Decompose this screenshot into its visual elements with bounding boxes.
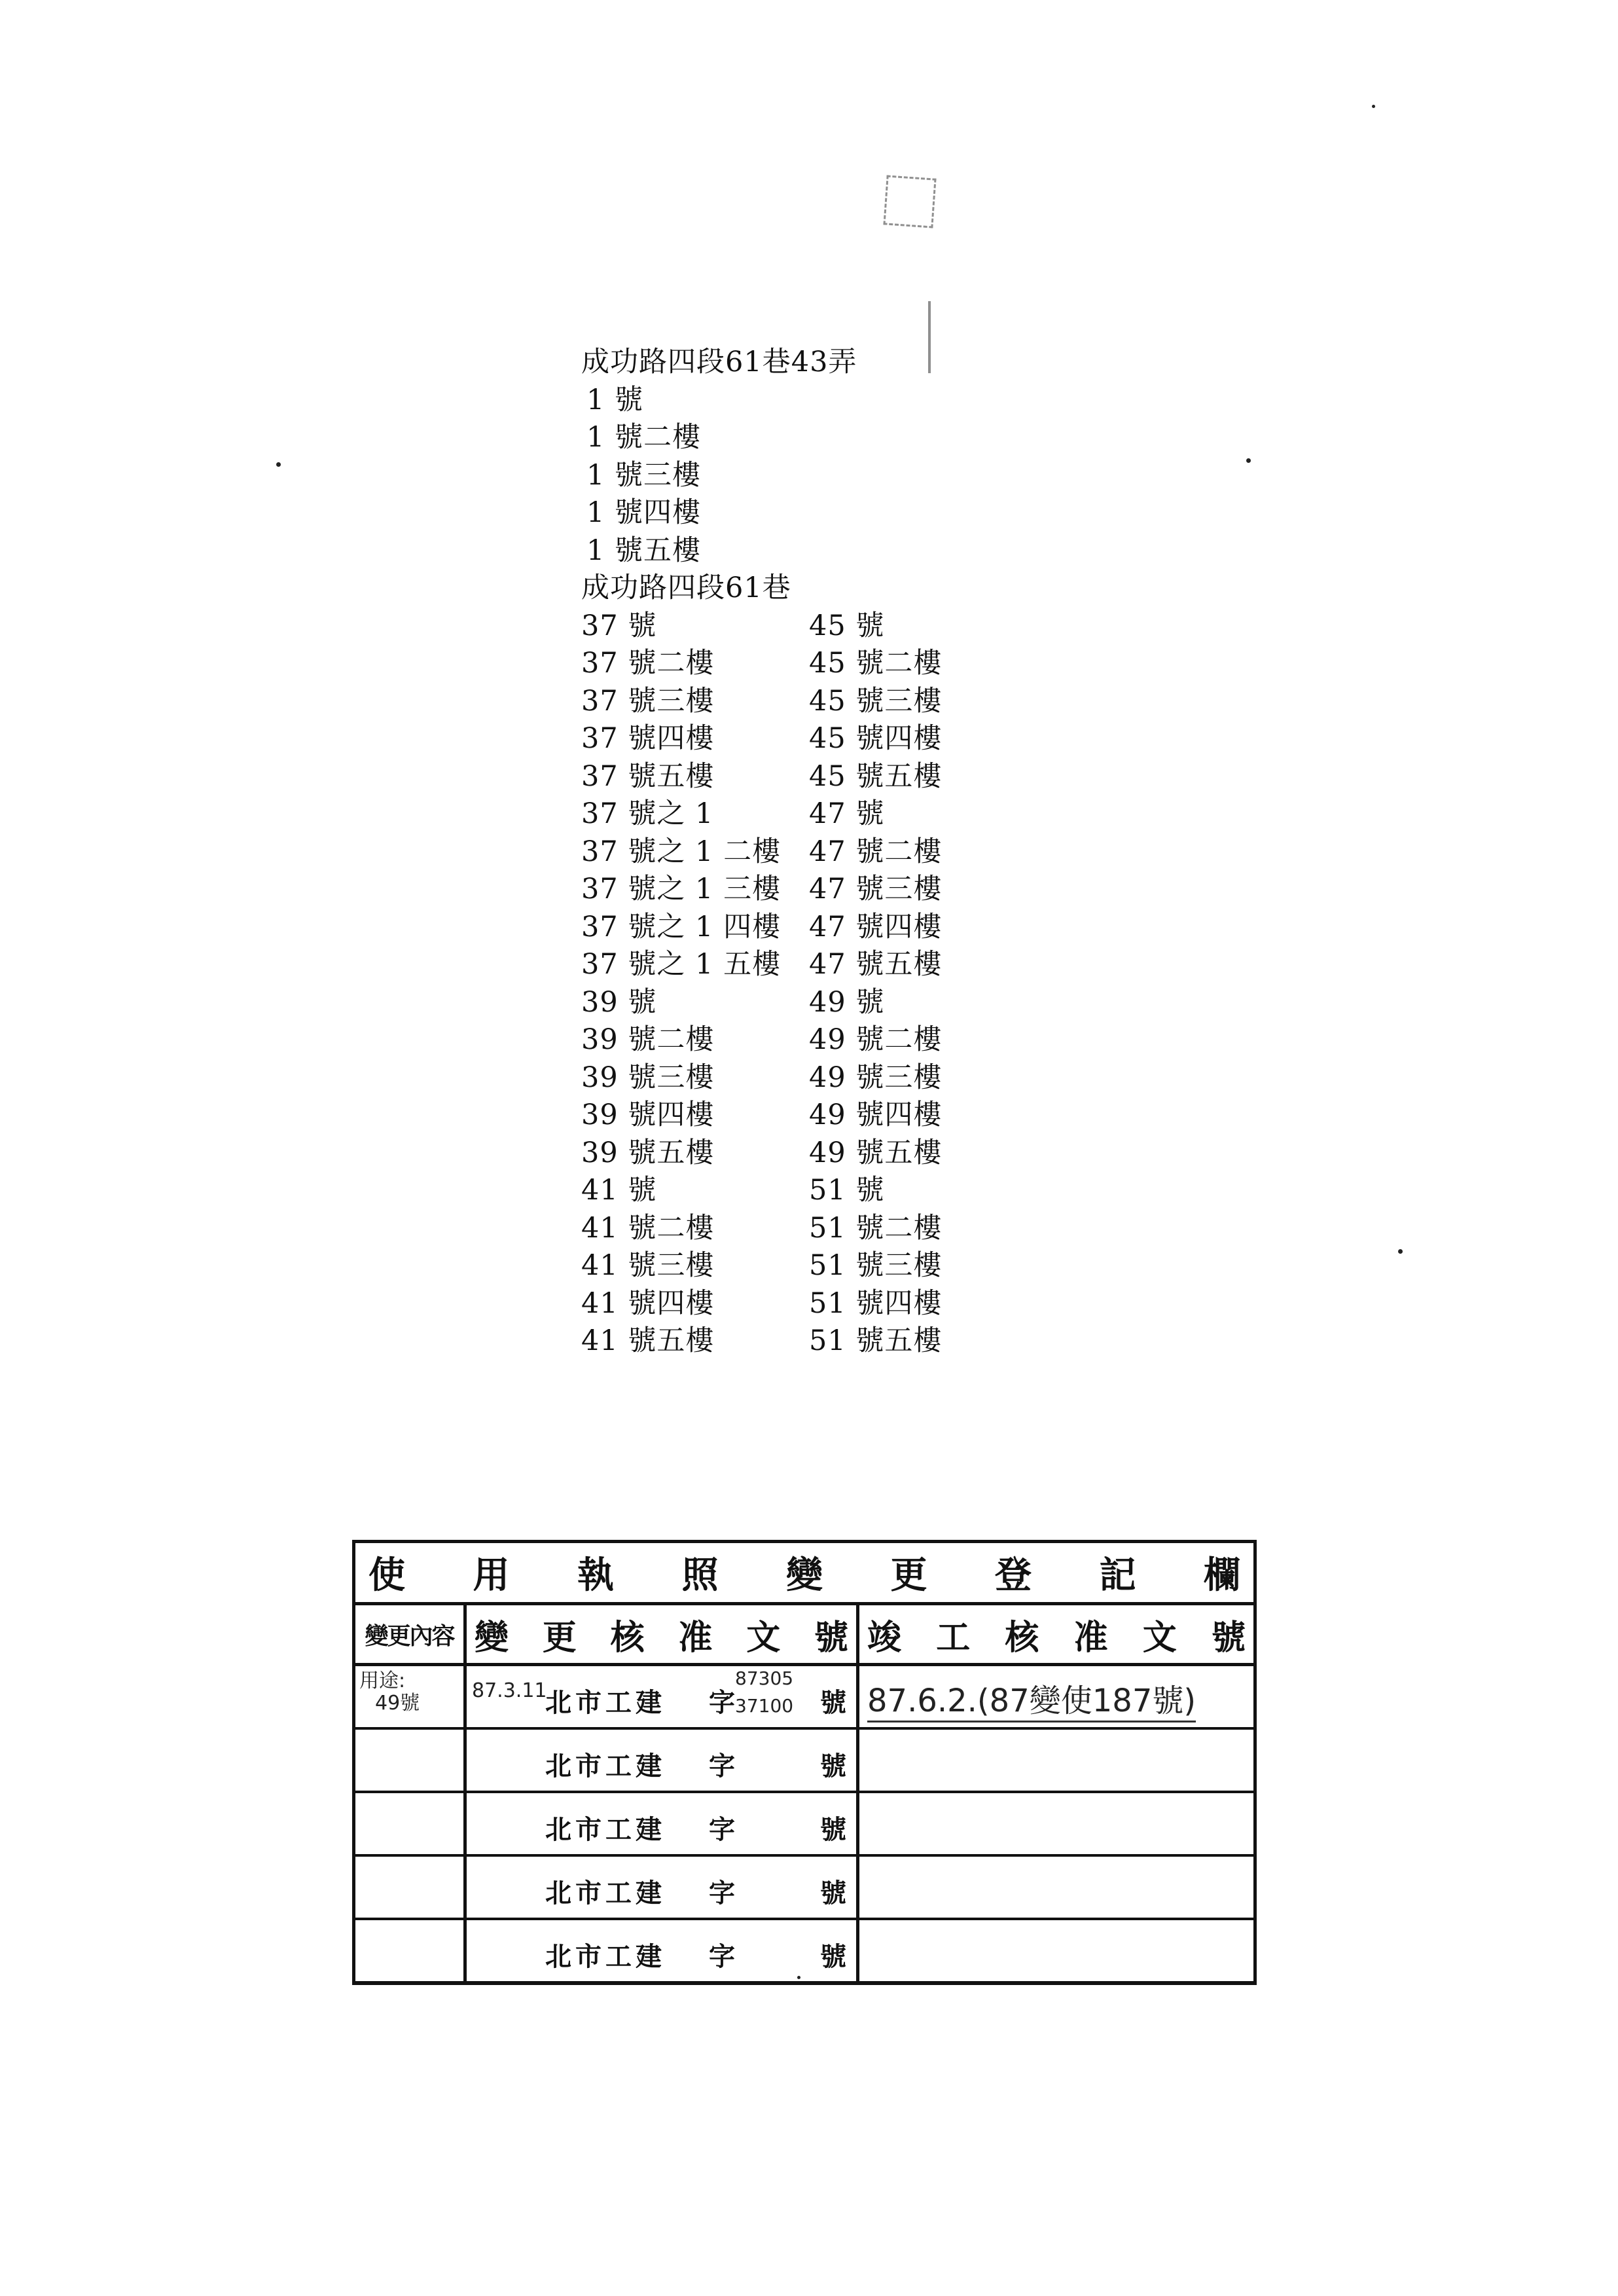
address-line-left: 39 號五樓 <box>581 1136 715 1169</box>
bureau-label: 北市工建 <box>545 1687 666 1718</box>
address-pair-row <box>581 758 1000 796</box>
change-content-cell <box>355 1857 467 1918</box>
change-approval-cell <box>467 1793 859 1854</box>
header-completion-approval-number <box>859 1605 1253 1663</box>
header-char: 工 <box>936 1617 971 1658</box>
address-line: 1 號三樓 <box>586 458 702 492</box>
header-char: 核 <box>610 1617 645 1658</box>
change-approval-cell <box>467 1920 859 1981</box>
change-content-cell <box>355 1666 467 1727</box>
address-pair-row <box>581 1285 1000 1323</box>
address-line-right: 45 號五樓 <box>809 759 943 793</box>
bureau-label: 北市工建 <box>545 1751 666 1781</box>
address-pair-row <box>581 1021 1000 1059</box>
zi-label: 字 <box>709 1687 735 1718</box>
header-char: 變 <box>475 1617 509 1658</box>
address-line-right: 47 號 <box>809 797 885 830</box>
address-line-right: 49 號三樓 <box>809 1061 943 1094</box>
address-line-right: 51 號三樓 <box>809 1249 943 1282</box>
address-pair-row <box>581 871 1000 909</box>
address-line-right: 49 號 <box>809 985 885 1019</box>
address-line-right: 45 號四樓 <box>809 722 943 755</box>
header-char: 核 <box>1005 1617 1039 1658</box>
address-pair-row <box>581 909 1000 947</box>
bureau-label: 北市工建 <box>545 1941 666 1972</box>
address-line-left: 37 號之 1 三樓 <box>581 873 782 905</box>
registration-table <box>352 1540 1257 1985</box>
address-line-left: 41 號四樓 <box>581 1286 715 1320</box>
address-line-left: 37 號二樓 <box>581 647 715 680</box>
address-line-right: 51 號二樓 <box>809 1211 943 1245</box>
address-pair-row <box>581 984 1000 1022</box>
completion-approval-cell <box>859 1666 1253 1727</box>
address-line-right: 45 號三樓 <box>809 684 943 718</box>
address-group-2 <box>581 608 1000 1360</box>
address-line-right: 51 號四樓 <box>809 1286 943 1320</box>
scan-speck <box>1246 458 1251 463</box>
completion-approval-cell <box>859 1920 1253 1981</box>
completion-approval-cell <box>859 1857 1253 1918</box>
table-row <box>355 1920 1253 1981</box>
zi-label: 字 <box>709 1814 735 1845</box>
doc-number-top: 87305 <box>735 1667 794 1689</box>
header-char: 文 <box>746 1617 781 1658</box>
address-line-left: 39 號二樓 <box>581 1023 715 1056</box>
header-char: 更 <box>542 1617 577 1658</box>
table-row <box>355 1857 1253 1920</box>
table-title <box>355 1543 1253 1605</box>
zi-label: 字 <box>709 1878 735 1908</box>
header-char: 號 <box>1211 1617 1246 1658</box>
zi-label: 字 <box>709 1751 735 1781</box>
hao-label: 號 <box>820 1751 846 1781</box>
header-char: 准 <box>678 1617 713 1658</box>
title-char: 執 <box>577 1554 614 1597</box>
title-char: 欄 <box>1204 1554 1240 1597</box>
address-pair-row <box>581 720 1000 758</box>
address-group-1 <box>581 382 1000 570</box>
change-content-line2: 49號 <box>375 1692 420 1715</box>
zi-label: 字 <box>709 1941 735 1972</box>
header-change-approval-number <box>467 1605 859 1663</box>
table-row <box>355 1793 1253 1857</box>
change-content-cell <box>355 1730 467 1791</box>
scan-speck <box>276 462 281 467</box>
address-line-right: 47 號二樓 <box>809 835 943 868</box>
address-pair-row <box>581 1172 1000 1210</box>
title-char: 變 <box>786 1554 823 1597</box>
change-content-line1: 用途: <box>359 1669 406 1692</box>
address-line-right: 51 號 <box>809 1174 885 1207</box>
address-pair-row <box>581 1210 1000 1248</box>
address-heading-2: 成功路四段61巷 <box>581 572 791 604</box>
address-pair-row <box>581 795 1000 833</box>
address-line-right: 49 號四樓 <box>809 1099 943 1131</box>
seal-stamp-fragment <box>883 175 936 228</box>
address-line-left: 39 號三樓 <box>581 1061 715 1094</box>
address-line-left: 37 號之 1 四樓 <box>581 910 782 943</box>
hao-label: 號 <box>820 1814 846 1845</box>
address-line-left: 39 號四樓 <box>581 1099 715 1131</box>
change-approval-cell <box>467 1730 859 1791</box>
address-line-left: 37 號四樓 <box>581 722 715 755</box>
hao-label: 號 <box>820 1687 846 1718</box>
address-line: 1 號 <box>586 383 644 416</box>
address-line-left: 37 號之 1 <box>581 797 714 830</box>
hao-label: 號 <box>820 1878 846 1908</box>
address-line-right: 47 號五樓 <box>809 948 943 981</box>
address-line: 1 號五樓 <box>586 534 702 567</box>
table-row <box>355 1730 1253 1793</box>
address-line: 1 號四樓 <box>586 496 702 529</box>
address-line-left: 41 號二樓 <box>581 1211 715 1245</box>
table-row <box>355 1666 1253 1730</box>
address-heading-1: 成功路四段61巷43弄 <box>581 346 857 378</box>
address-pair-row <box>581 946 1000 984</box>
bureau-label: 北市工建 <box>545 1878 666 1908</box>
address-line-right: 45 號 <box>809 609 885 642</box>
scan-speck <box>1398 1249 1403 1254</box>
handwritten-date: 87.3.11 <box>472 1679 547 1702</box>
scan-speck <box>797 1976 800 1979</box>
address-pair-row <box>581 1247 1000 1285</box>
change-content-cell <box>355 1793 467 1854</box>
address-pair-row <box>581 1059 1000 1097</box>
address-pair-row <box>581 833 1000 871</box>
change-content-cell <box>355 1920 467 1981</box>
title-char: 照 <box>681 1554 719 1597</box>
header-char: 文 <box>1142 1617 1177 1658</box>
completion-approval-text: 87.6.2.(87變使187號) <box>867 1675 1196 1722</box>
address-line-left: 37 號之 1 五樓 <box>581 948 782 981</box>
address-line-left: 41 號五樓 <box>581 1324 715 1357</box>
address-line-left: 37 號五樓 <box>581 759 715 793</box>
title-char: 登 <box>995 1554 1032 1597</box>
address-line-right: 45 號二樓 <box>809 647 943 680</box>
address-line-left: 41 號 <box>581 1174 657 1207</box>
table-body <box>355 1666 1253 1981</box>
address-line-right: 47 號四樓 <box>809 910 943 943</box>
completion-approval-cell <box>859 1730 1253 1791</box>
doc-number-bottom: 37100 <box>735 1695 794 1717</box>
address-pair-row <box>581 1097 1000 1135</box>
address-list <box>581 344 1000 1360</box>
address-line-left: 39 號 <box>581 985 657 1019</box>
address-line-left: 41 號三樓 <box>581 1249 715 1282</box>
address-line-left: 37 號 <box>581 609 657 642</box>
table-header-row <box>355 1605 1253 1666</box>
title-char: 使 <box>369 1554 405 1597</box>
address-line-right: 51 號五樓 <box>809 1324 943 1357</box>
address-line-left: 37 號三樓 <box>581 684 715 718</box>
address-pair-row <box>581 608 1000 646</box>
bureau-label: 北市工建 <box>545 1814 666 1845</box>
address-pair-row <box>581 645 1000 683</box>
address-line-left: 37 號之 1 二樓 <box>581 835 782 868</box>
address-line-right: 49 號二樓 <box>809 1023 943 1056</box>
header-char: 竣 <box>867 1617 902 1658</box>
hao-label: 號 <box>820 1941 846 1972</box>
change-approval-cell <box>467 1666 859 1727</box>
change-approval-cell <box>467 1857 859 1918</box>
header-char: 號 <box>814 1617 848 1658</box>
completion-approval-cell <box>859 1793 1253 1854</box>
address-line-right: 47 號三樓 <box>809 873 943 905</box>
header-change-content: 變更內容 <box>355 1605 467 1663</box>
header-char: 准 <box>1073 1617 1108 1658</box>
title-char: 用 <box>473 1554 510 1597</box>
address-line: 1 號二樓 <box>586 421 702 454</box>
scan-speck <box>1372 105 1375 108</box>
title-char: 更 <box>890 1554 927 1597</box>
title-char: 記 <box>1099 1554 1136 1597</box>
address-line-right: 49 號五樓 <box>809 1136 943 1169</box>
address-pair-row <box>581 683 1000 721</box>
address-pair-row <box>581 1322 1000 1360</box>
address-pair-row <box>581 1135 1000 1173</box>
